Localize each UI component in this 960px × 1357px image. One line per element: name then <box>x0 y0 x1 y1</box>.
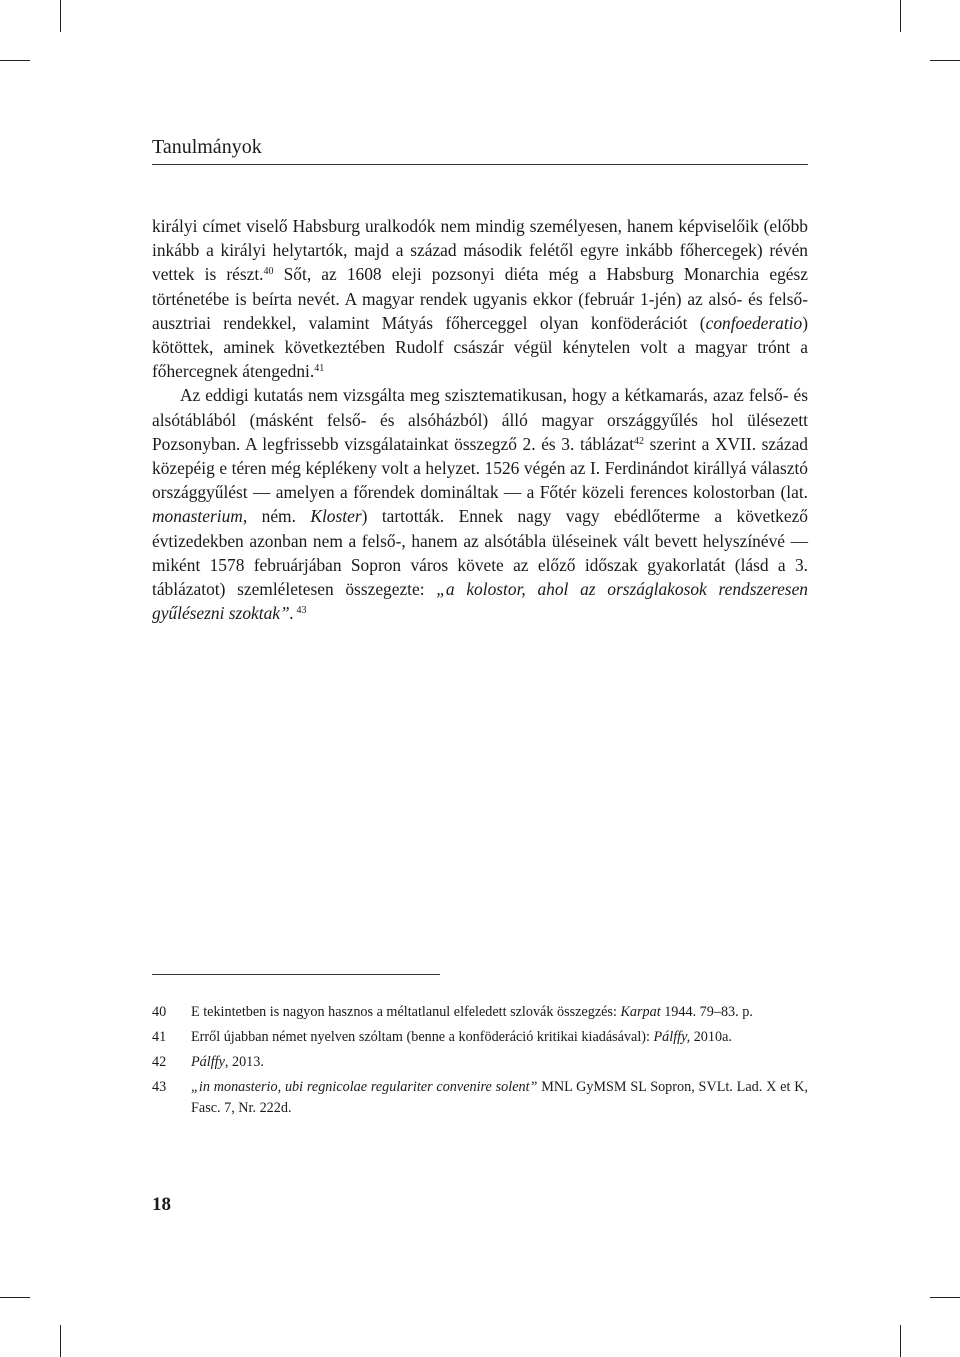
footnote-ref: 40 <box>263 266 274 278</box>
footnotes <box>152 1002 808 1123</box>
italic-text: „in monasterio, ubi regnicolae regulariter convenire solent” <box>191 1079 538 1095</box>
text-run: Az eddigi kutatás nem vizsgálta meg szisztematikusan, hogy a kétkamarás, azaz felső- és alsótáblából (másként felső- és alsóházból) álló magyar országgyűlés hol ülésezett Pozsonyban. A legfrissebb vizsgálatainkat összegző 2. és 3. táblázat <box>152 385 808 454</box>
crop-mark <box>60 0 61 32</box>
text-run: E tekintetben is nagyon hasznos a méltatlanul elfeledett szlovák összegzés: <box>191 1004 621 1020</box>
italic-text: Kloster <box>310 506 362 527</box>
footnote-number: 42 <box>152 1054 167 1070</box>
text-run: Sőt, az 1608 eleji pozsonyi diéta még a Habsburg Monarchia egész történetébe is beírta nevét. A magyar rendek ugyanis ekkor (február 1-jén) az alsó- és felső-ausztriai rendekkel, valamint Mátyás főherceggel olyan konföderációt ( <box>152 264 809 333</box>
footnote-ref: 41 <box>314 363 325 375</box>
text-run: 1944. 79–83. p. <box>660 1004 753 1020</box>
text-run: ném. <box>247 506 311 527</box>
text-run: ) tartották. Ennek nagy vagy ebédlőterme a következő évtizedekben azonban nem a felső-, hanem az alsótábla üléseinek vált bevett helyszínévé — miként 1578 februárjában Sopron város követe az előző időszak gyakorlatát (lásd a 3. táblázatot) szemléletesen összegezte: <box>152 506 809 600</box>
footnote-number: 40 <box>152 1004 167 1020</box>
italic-text: Pálffy, <box>653 1029 691 1045</box>
text-run: szerint a XVII. század közepéig e téren még képlékeny volt a helyzet. 1526 végén az I. Ferdinándot királlyá választó országgyűlést — amelyen a főrendek domináltak — a Főtér közeli ferences kolostorban (lat. <box>152 433 808 503</box>
footnote-ref: 43 <box>294 605 307 617</box>
page-number: 18 <box>152 1194 171 1215</box>
text-run: Erről újabban német nyelven szóltam (benne a konföderáció kritikai kiadásával): <box>191 1029 654 1045</box>
header-rule <box>152 164 808 165</box>
text-run: 2010a. <box>690 1029 732 1045</box>
crop-mark <box>0 60 30 61</box>
footnote <box>152 1077 808 1119</box>
crop-mark <box>900 0 901 32</box>
footnote-ref: 42 <box>634 435 645 447</box>
body-text <box>152 214 808 625</box>
footnote <box>152 1052 808 1073</box>
crop-mark <box>930 1297 960 1298</box>
text-run: királyi címet viselő Habsburg uralkodók nem mindig személyesen, hanem képviselőik (előbb inkább a királyi helytartók, majd a század második felétől egyre inkább főhercegek) révén vettek is részt. <box>152 216 808 285</box>
crop-mark <box>0 1297 30 1298</box>
text-run: , 2013. <box>224 1054 264 1070</box>
footnote-rule <box>152 974 440 975</box>
footnote-number: 41 <box>152 1029 167 1045</box>
running-header: Tanulmányok <box>152 136 262 158</box>
italic-text: „a kolostor, ahol az országlakosok rendszeresen gyűlésezni szoktak”. <box>152 579 808 624</box>
italic-text: monasterium, <box>152 506 248 527</box>
crop-mark <box>60 1325 61 1357</box>
italic-text: confoederatio <box>705 312 803 333</box>
paragraph-2 <box>152 383 808 625</box>
italic-text: Pálffy <box>191 1054 225 1070</box>
footnote-number: 43 <box>152 1079 167 1095</box>
crop-mark <box>900 1325 901 1357</box>
paragraph-1 <box>152 214 808 383</box>
text-run: MNL GyMSM SL Sopron, SVLt. Lad. X et K, Fasc. 7, Nr. 222d. <box>191 1079 809 1116</box>
crop-mark <box>930 60 960 61</box>
footnote <box>152 1002 808 1023</box>
italic-text: Karpat <box>620 1004 661 1020</box>
footnote <box>152 1027 808 1048</box>
text-run: ) kötöttek, aminek következtében Rudolf császár végül kénytelen volt a magyar trónt a főhercegnek átengedni. <box>152 312 808 382</box>
